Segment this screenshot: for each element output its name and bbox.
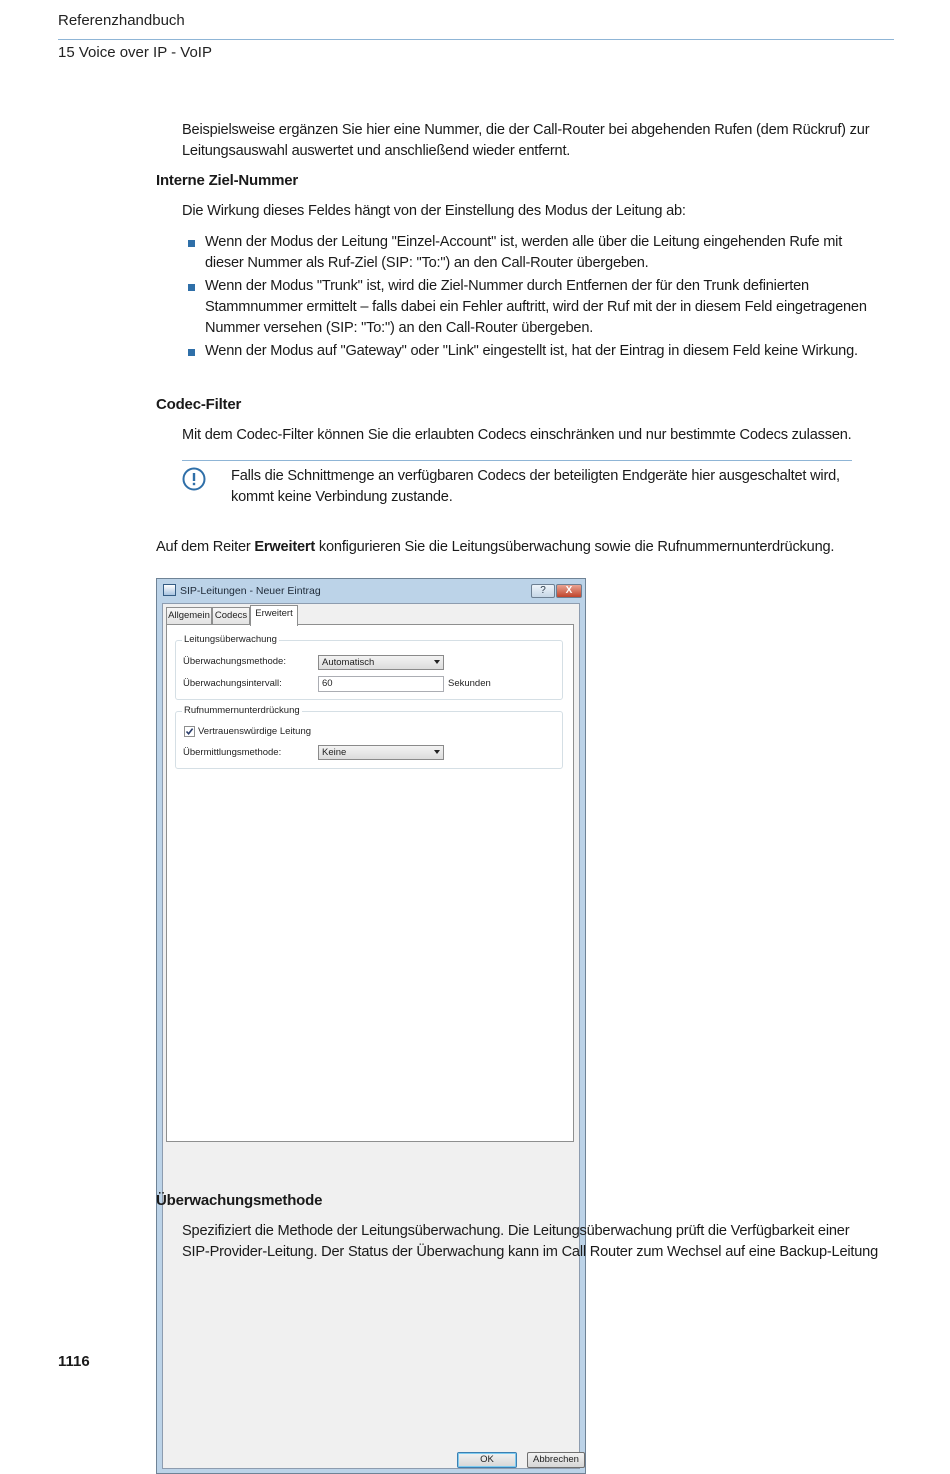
dialog-title: SIP-Leitungen - Neuer Eintrag	[180, 585, 321, 597]
note-line-1: Falls die Schnittmenge an verfügbaren Codecs der beteiligten Endgeräte hier ausgeschaltet wird,	[231, 468, 840, 484]
bullet-2-line-3: Nummer versehen (SIP: "To:") an den Call-Router übergeben.	[205, 320, 594, 336]
codec-filter-heading: Codec-Filter	[156, 396, 242, 413]
reiter-tab-name: Erweitert	[254, 539, 316, 555]
method-select[interactable]: Automatisch	[318, 655, 444, 670]
interval-input[interactable]: 60	[318, 676, 444, 692]
tab-panel-erweitert	[166, 624, 574, 1142]
bullet-1-line-2: dieser Nummer als Ruf-Ziel (SIP: "To:") an den Call-Router übergeben.	[205, 255, 649, 271]
close-button[interactable]: X	[556, 584, 582, 598]
method-label: Überwachungsmethode:	[183, 656, 286, 667]
tab-codecs[interactable]: Codecs	[212, 607, 250, 624]
trusted-line-checkbox[interactable]	[184, 726, 195, 737]
method-text-line-2: SIP-Provider-Leitung. Der Status der Überwachung kann im Call Router zum Wechsel auf eine Backup-Leitung	[182, 1244, 879, 1260]
sip-leitungen-dialog	[156, 578, 586, 1474]
bullet-1-line-1: Wenn der Modus der Leitung "Einzel-Account" ist, werden alle über die Leitung eingehenden Rufe mit	[205, 234, 843, 250]
bullet-marker	[188, 349, 195, 356]
bullet-marker	[188, 284, 195, 291]
chevron-down-icon	[434, 660, 440, 664]
group-title: Rufnummernunterdrückung	[184, 705, 300, 716]
running-header-title: Referenzhandbuch	[58, 12, 185, 29]
window-icon	[163, 584, 176, 596]
tab-allgemein[interactable]: Allgemein	[166, 607, 212, 624]
transfer-method-label: Übermittlungsmethode:	[183, 747, 282, 758]
reiter-sentence: Auf dem Reiter Erweitert konfigurieren Sie die Leitungsüberwachung sowie die Rufnummernunterdrückung.	[156, 539, 835, 555]
bullet-marker	[188, 240, 195, 247]
group-title: Leitungsüberwachung	[184, 634, 277, 645]
note-line-2: kommt keine Verbindung zustande.	[231, 489, 453, 505]
running-header-chapter: 15 Voice over IP - VoIP	[58, 44, 212, 61]
bullet-2-line-1: Wenn der Modus "Trunk" ist, wird die Ziel-Nummer durch Entfernen der für den Trunk definierten	[205, 278, 809, 294]
bullet-3-line-1: Wenn der Modus auf "Gateway" oder "Link" eingestellt ist, hat der Eintrag in diesem Feld keine Wirkung.	[205, 343, 858, 359]
interne-ziel-nummer-heading: Interne Ziel-Nummer	[156, 172, 299, 189]
cancel-button[interactable]: Abbrechen	[527, 1452, 585, 1468]
method-text-line-1: Spezifiziert die Methode der Leitungsüberwachung. Die Leitungsüberwachung prüft die Verfügbarkeit einer	[182, 1223, 850, 1239]
ok-button[interactable]: OK	[457, 1452, 517, 1468]
note-divider	[182, 460, 852, 461]
dialog-client-area	[162, 603, 580, 1469]
group-rufnummernunterdrueckung	[175, 705, 563, 769]
interne-ziel-nummer-text: Die Wirkung dieses Feldes hängt von der Einstellung des Modus der Leitung ab:	[182, 203, 686, 219]
trusted-line-label: Vertrauenswürdige Leitung	[198, 726, 312, 737]
dialog-title-bar	[161, 581, 581, 601]
chevron-down-icon	[434, 750, 440, 754]
tab-erweitert[interactable]: Erweitert	[250, 605, 298, 626]
warning-icon	[182, 467, 206, 491]
transfer-method-select[interactable]: Keine	[318, 745, 444, 760]
ueberwachungsmethode-heading: Überwachungsmethode	[156, 1192, 323, 1209]
bullet-2-line-2: Stammnummer ermittelt – falls dabei ein Fehler auftritt, wird der Ruf mit der in diesem Feld eingetragenen	[205, 299, 867, 315]
header-divider	[58, 39, 894, 40]
interval-unit: Sekunden	[448, 678, 491, 689]
page-number: 1116	[58, 1353, 90, 1370]
intro-line-1: Beispielsweise ergänzen Sie hier eine Nummer, die der Call-Router bei abgehenden Rufen (dem Rückruf) zur	[182, 122, 870, 138]
help-button[interactable]: ?	[531, 584, 555, 598]
intro-line-2: Leitungsauswahl auswertet und anschließend wieder entfernt.	[182, 143, 571, 159]
group-leitungsueberwachung	[175, 634, 563, 700]
interval-label: Überwachungsintervall:	[183, 678, 282, 689]
codec-filter-text: Mit dem Codec-Filter können Sie die erlaubten Codecs einschränken und nur bestimmte Codecs zulassen.	[182, 427, 852, 443]
